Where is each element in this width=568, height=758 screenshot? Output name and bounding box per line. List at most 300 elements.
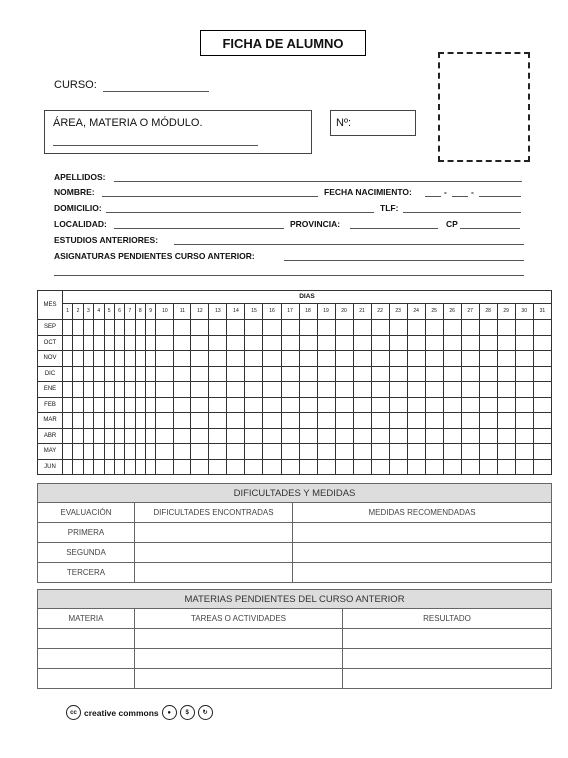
curso-field[interactable] — [103, 91, 209, 92]
attendance-cell[interactable] — [227, 320, 245, 336]
attendance-cell[interactable] — [73, 413, 83, 429]
attendance-cell[interactable] — [443, 351, 461, 367]
input-cell[interactable] — [38, 649, 135, 669]
attendance-cell[interactable] — [389, 351, 407, 367]
attendance-cell[interactable] — [407, 397, 425, 413]
attendance-cell[interactable] — [63, 366, 73, 382]
attendance-cell[interactable] — [156, 366, 174, 382]
attendance-cell[interactable] — [299, 413, 317, 429]
area-field[interactable] — [53, 145, 258, 146]
attendance-cell[interactable] — [191, 335, 209, 351]
attendance-cell[interactable] — [191, 320, 209, 336]
attendance-cell[interactable] — [515, 335, 533, 351]
attendance-cell[interactable] — [146, 351, 156, 367]
attendance-cell[interactable] — [497, 351, 515, 367]
attendance-cell[interactable] — [146, 366, 156, 382]
attendance-cell[interactable] — [515, 351, 533, 367]
attendance-cell[interactable] — [371, 351, 389, 367]
attendance-cell[interactable] — [263, 335, 281, 351]
attendance-cell[interactable] — [497, 397, 515, 413]
attendance-cell[interactable] — [135, 335, 145, 351]
input-cell[interactable] — [38, 669, 135, 689]
attendance-cell[interactable] — [191, 351, 209, 367]
attendance-cell[interactable] — [479, 351, 497, 367]
attendance-cell[interactable] — [146, 413, 156, 429]
attendance-cell[interactable] — [317, 335, 335, 351]
attendance-cell[interactable] — [73, 335, 83, 351]
attendance-cell[interactable] — [389, 335, 407, 351]
attendance-cell[interactable] — [146, 459, 156, 475]
attendance-cell[interactable] — [263, 413, 281, 429]
attendance-cell[interactable] — [174, 444, 191, 460]
attendance-cell[interactable] — [73, 382, 83, 398]
attendance-cell[interactable] — [479, 413, 497, 429]
attendance-cell[interactable] — [156, 382, 174, 398]
attendance-cell[interactable] — [83, 459, 93, 475]
attendance-cell[interactable] — [353, 320, 371, 336]
attendance-cell[interactable] — [317, 351, 335, 367]
attendance-cell[interactable] — [63, 459, 73, 475]
attendance-cell[interactable] — [146, 335, 156, 351]
attendance-cell[interactable] — [281, 351, 299, 367]
fecha-day-field[interactable] — [425, 196, 441, 197]
attendance-cell[interactable] — [443, 397, 461, 413]
attendance-cell[interactable] — [63, 397, 73, 413]
domicilio-field[interactable] — [106, 212, 374, 213]
attendance-cell[interactable] — [335, 351, 353, 367]
input-cell[interactable] — [293, 563, 552, 583]
attendance-cell[interactable] — [227, 413, 245, 429]
attendance-cell[interactable] — [389, 382, 407, 398]
input-cell[interactable] — [135, 543, 293, 563]
attendance-cell[interactable] — [263, 428, 281, 444]
attendance-cell[interactable] — [497, 320, 515, 336]
attendance-cell[interactable] — [174, 428, 191, 444]
attendance-cell[interactable] — [245, 413, 263, 429]
attendance-cell[interactable] — [114, 366, 124, 382]
attendance-cell[interactable] — [245, 351, 263, 367]
attendance-cell[interactable] — [245, 320, 263, 336]
attendance-cell[interactable] — [497, 335, 515, 351]
attendance-cell[interactable] — [191, 428, 209, 444]
attendance-cell[interactable] — [299, 428, 317, 444]
attendance-cell[interactable] — [533, 397, 551, 413]
attendance-cell[interactable] — [353, 335, 371, 351]
attendance-cell[interactable] — [317, 366, 335, 382]
input-cell[interactable] — [38, 629, 135, 649]
attendance-cell[interactable] — [533, 366, 551, 382]
attendance-cell[interactable] — [443, 320, 461, 336]
attendance-cell[interactable] — [146, 397, 156, 413]
attendance-cell[interactable] — [443, 444, 461, 460]
attendance-cell[interactable] — [389, 413, 407, 429]
attendance-cell[interactable] — [135, 351, 145, 367]
attendance-cell[interactable] — [125, 428, 135, 444]
attendance-cell[interactable] — [135, 397, 145, 413]
attendance-cell[interactable] — [515, 428, 533, 444]
attendance-cell[interactable] — [191, 397, 209, 413]
attendance-cell[interactable] — [515, 320, 533, 336]
asignaturas-field-2[interactable] — [54, 275, 524, 276]
attendance-cell[interactable] — [533, 320, 551, 336]
attendance-cell[interactable] — [443, 335, 461, 351]
numero-box[interactable] — [330, 110, 416, 136]
attendance-cell[interactable] — [209, 413, 227, 429]
attendance-cell[interactable] — [73, 366, 83, 382]
attendance-cell[interactable] — [461, 320, 479, 336]
attendance-cell[interactable] — [317, 320, 335, 336]
attendance-cell[interactable] — [281, 320, 299, 336]
attendance-cell[interactable] — [94, 382, 104, 398]
attendance-cell[interactable] — [479, 320, 497, 336]
attendance-cell[interactable] — [425, 366, 443, 382]
attendance-cell[interactable] — [227, 444, 245, 460]
attendance-cell[interactable] — [407, 335, 425, 351]
attendance-cell[interactable] — [335, 413, 353, 429]
attendance-cell[interactable] — [114, 351, 124, 367]
attendance-cell[interactable] — [227, 397, 245, 413]
attendance-cell[interactable] — [263, 351, 281, 367]
attendance-cell[interactable] — [174, 459, 191, 475]
attendance-cell[interactable] — [94, 413, 104, 429]
fecha-year-field[interactable] — [479, 196, 521, 197]
attendance-cell[interactable] — [497, 444, 515, 460]
attendance-cell[interactable] — [191, 382, 209, 398]
nombre-field[interactable] — [102, 196, 318, 197]
attendance-cell[interactable] — [104, 351, 114, 367]
attendance-cell[interactable] — [263, 444, 281, 460]
attendance-cell[interactable] — [174, 351, 191, 367]
attendance-cell[interactable] — [281, 413, 299, 429]
attendance-cell[interactable] — [191, 444, 209, 460]
attendance-cell[interactable] — [317, 459, 335, 475]
tlf-field[interactable] — [403, 212, 521, 213]
attendance-cell[interactable] — [353, 459, 371, 475]
attendance-cell[interactable] — [83, 351, 93, 367]
attendance-cell[interactable] — [104, 397, 114, 413]
attendance-cell[interactable] — [227, 366, 245, 382]
attendance-cell[interactable] — [104, 366, 114, 382]
attendance-cell[interactable] — [299, 320, 317, 336]
attendance-cell[interactable] — [245, 335, 263, 351]
attendance-cell[interactable] — [174, 335, 191, 351]
attendance-cell[interactable] — [245, 428, 263, 444]
attendance-cell[interactable] — [335, 366, 353, 382]
attendance-cell[interactable] — [209, 428, 227, 444]
attendance-cell[interactable] — [335, 335, 353, 351]
attendance-cell[interactable] — [94, 320, 104, 336]
attendance-cell[interactable] — [209, 320, 227, 336]
attendance-cell[interactable] — [353, 413, 371, 429]
attendance-cell[interactable] — [83, 382, 93, 398]
attendance-cell[interactable] — [407, 413, 425, 429]
attendance-cell[interactable] — [83, 428, 93, 444]
attendance-cell[interactable] — [515, 397, 533, 413]
attendance-cell[interactable] — [174, 413, 191, 429]
attendance-cell[interactable] — [209, 444, 227, 460]
attendance-cell[interactable] — [156, 428, 174, 444]
attendance-cell[interactable] — [515, 459, 533, 475]
attendance-cell[interactable] — [83, 320, 93, 336]
attendance-cell[interactable] — [174, 382, 191, 398]
attendance-cell[interactable] — [461, 397, 479, 413]
input-cell[interactable] — [293, 523, 552, 543]
attendance-cell[interactable] — [146, 382, 156, 398]
attendance-cell[interactable] — [156, 444, 174, 460]
attendance-cell[interactable] — [533, 382, 551, 398]
attendance-cell[interactable] — [146, 320, 156, 336]
attendance-cell[interactable] — [425, 444, 443, 460]
attendance-cell[interactable] — [407, 459, 425, 475]
attendance-cell[interactable] — [125, 335, 135, 351]
attendance-cell[interactable] — [317, 382, 335, 398]
attendance-cell[interactable] — [94, 335, 104, 351]
attendance-cell[interactable] — [533, 351, 551, 367]
attendance-cell[interactable] — [83, 413, 93, 429]
attendance-cell[interactable] — [497, 382, 515, 398]
attendance-cell[interactable] — [209, 459, 227, 475]
attendance-cell[interactable] — [317, 397, 335, 413]
attendance-cell[interactable] — [425, 459, 443, 475]
attendance-cell[interactable] — [479, 366, 497, 382]
input-cell[interactable] — [135, 669, 343, 689]
attendance-cell[interactable] — [371, 335, 389, 351]
attendance-cell[interactable] — [407, 428, 425, 444]
attendance-cell[interactable] — [263, 397, 281, 413]
attendance-cell[interactable] — [443, 382, 461, 398]
attendance-cell[interactable] — [156, 459, 174, 475]
attendance-cell[interactable] — [317, 413, 335, 429]
attendance-cell[interactable] — [389, 428, 407, 444]
cp-field[interactable] — [460, 228, 520, 229]
attendance-cell[interactable] — [263, 459, 281, 475]
attendance-cell[interactable] — [227, 428, 245, 444]
attendance-cell[interactable] — [371, 444, 389, 460]
attendance-cell[interactable] — [209, 366, 227, 382]
attendance-cell[interactable] — [497, 459, 515, 475]
attendance-cell[interactable] — [281, 428, 299, 444]
input-cell[interactable] — [343, 669, 552, 689]
attendance-cell[interactable] — [227, 335, 245, 351]
attendance-cell[interactable] — [407, 366, 425, 382]
attendance-cell[interactable] — [515, 444, 533, 460]
attendance-cell[interactable] — [371, 459, 389, 475]
attendance-cell[interactable] — [479, 444, 497, 460]
attendance-cell[interactable] — [146, 444, 156, 460]
attendance-cell[interactable] — [94, 459, 104, 475]
attendance-cell[interactable] — [353, 351, 371, 367]
attendance-cell[interactable] — [156, 351, 174, 367]
attendance-cell[interactable] — [94, 428, 104, 444]
attendance-cell[interactable] — [63, 413, 73, 429]
attendance-cell[interactable] — [317, 428, 335, 444]
attendance-cell[interactable] — [443, 366, 461, 382]
attendance-cell[interactable] — [245, 397, 263, 413]
attendance-cell[interactable] — [104, 428, 114, 444]
attendance-cell[interactable] — [114, 335, 124, 351]
attendance-cell[interactable] — [73, 351, 83, 367]
attendance-cell[interactable] — [83, 397, 93, 413]
attendance-cell[interactable] — [114, 320, 124, 336]
attendance-cell[interactable] — [335, 459, 353, 475]
attendance-cell[interactable] — [174, 366, 191, 382]
attendance-cell[interactable] — [174, 397, 191, 413]
attendance-cell[interactable] — [443, 459, 461, 475]
attendance-cell[interactable] — [263, 320, 281, 336]
attendance-cell[interactable] — [389, 366, 407, 382]
attendance-cell[interactable] — [425, 382, 443, 398]
attendance-cell[interactable] — [461, 428, 479, 444]
attendance-cell[interactable] — [125, 413, 135, 429]
attendance-cell[interactable] — [371, 397, 389, 413]
attendance-cell[interactable] — [533, 459, 551, 475]
attendance-cell[interactable] — [281, 366, 299, 382]
attendance-cell[interactable] — [425, 320, 443, 336]
input-cell[interactable] — [135, 629, 343, 649]
attendance-cell[interactable] — [497, 413, 515, 429]
attendance-cell[interactable] — [135, 444, 145, 460]
attendance-cell[interactable] — [73, 428, 83, 444]
attendance-cell[interactable] — [73, 444, 83, 460]
attendance-cell[interactable] — [425, 335, 443, 351]
attendance-cell[interactable] — [461, 382, 479, 398]
provincia-field[interactable] — [350, 228, 438, 229]
attendance-cell[interactable] — [299, 397, 317, 413]
attendance-cell[interactable] — [281, 382, 299, 398]
attendance-cell[interactable] — [227, 382, 245, 398]
attendance-cell[interactable] — [281, 444, 299, 460]
attendance-cell[interactable] — [281, 397, 299, 413]
attendance-cell[interactable] — [209, 382, 227, 398]
attendance-cell[interactable] — [63, 444, 73, 460]
attendance-cell[interactable] — [94, 351, 104, 367]
photo-placeholder[interactable] — [438, 52, 530, 162]
attendance-cell[interactable] — [407, 444, 425, 460]
attendance-cell[interactable] — [227, 459, 245, 475]
attendance-cell[interactable] — [191, 459, 209, 475]
input-cell[interactable] — [343, 629, 552, 649]
attendance-cell[interactable] — [104, 335, 114, 351]
input-cell[interactable] — [293, 543, 552, 563]
attendance-cell[interactable] — [104, 444, 114, 460]
input-cell[interactable] — [135, 649, 343, 669]
attendance-cell[interactable] — [245, 382, 263, 398]
attendance-cell[interactable] — [245, 444, 263, 460]
attendance-cell[interactable] — [94, 366, 104, 382]
attendance-cell[interactable] — [125, 444, 135, 460]
attendance-cell[interactable] — [353, 382, 371, 398]
attendance-cell[interactable] — [245, 459, 263, 475]
attendance-cell[interactable] — [479, 459, 497, 475]
attendance-cell[interactable] — [299, 335, 317, 351]
attendance-cell[interactable] — [353, 428, 371, 444]
attendance-cell[interactable] — [479, 397, 497, 413]
apellidos-field[interactable] — [114, 181, 522, 182]
attendance-cell[interactable] — [281, 335, 299, 351]
attendance-cell[interactable] — [389, 320, 407, 336]
attendance-cell[interactable] — [125, 320, 135, 336]
attendance-cell[interactable] — [156, 335, 174, 351]
attendance-cell[interactable] — [156, 413, 174, 429]
attendance-cell[interactable] — [335, 444, 353, 460]
attendance-cell[interactable] — [299, 444, 317, 460]
attendance-cell[interactable] — [104, 459, 114, 475]
input-cell[interactable] — [135, 523, 293, 543]
attendance-cell[interactable] — [83, 366, 93, 382]
attendance-cell[interactable] — [371, 413, 389, 429]
attendance-cell[interactable] — [63, 320, 73, 336]
attendance-cell[interactable] — [425, 351, 443, 367]
attendance-cell[interactable] — [461, 351, 479, 367]
localidad-field[interactable] — [114, 228, 284, 229]
attendance-cell[interactable] — [104, 382, 114, 398]
attendance-cell[interactable] — [135, 320, 145, 336]
attendance-cell[interactable] — [371, 428, 389, 444]
attendance-cell[interactable] — [461, 413, 479, 429]
attendance-cell[interactable] — [299, 459, 317, 475]
input-cell[interactable] — [135, 563, 293, 583]
attendance-cell[interactable] — [63, 335, 73, 351]
fecha-month-field[interactable] — [452, 196, 468, 197]
attendance-cell[interactable] — [515, 366, 533, 382]
attendance-cell[interactable] — [299, 351, 317, 367]
attendance-cell[interactable] — [125, 459, 135, 475]
attendance-cell[interactable] — [191, 366, 209, 382]
attendance-cell[interactable] — [389, 397, 407, 413]
attendance-cell[interactable] — [335, 428, 353, 444]
attendance-cell[interactable] — [114, 444, 124, 460]
attendance-cell[interactable] — [335, 382, 353, 398]
attendance-cell[interactable] — [497, 428, 515, 444]
attendance-cell[interactable] — [73, 459, 83, 475]
attendance-cell[interactable] — [135, 382, 145, 398]
attendance-cell[interactable] — [174, 320, 191, 336]
attendance-cell[interactable] — [425, 397, 443, 413]
attendance-cell[interactable] — [443, 428, 461, 444]
attendance-cell[interactable] — [353, 366, 371, 382]
attendance-cell[interactable] — [317, 444, 335, 460]
attendance-cell[interactable] — [114, 397, 124, 413]
attendance-cell[interactable] — [533, 444, 551, 460]
attendance-cell[interactable] — [135, 413, 145, 429]
attendance-cell[interactable] — [73, 397, 83, 413]
attendance-cell[interactable] — [156, 397, 174, 413]
attendance-cell[interactable] — [479, 335, 497, 351]
attendance-cell[interactable] — [533, 413, 551, 429]
attendance-cell[interactable] — [114, 459, 124, 475]
attendance-cell[interactable] — [389, 444, 407, 460]
attendance-cell[interactable] — [425, 413, 443, 429]
attendance-cell[interactable] — [245, 366, 263, 382]
attendance-cell[interactable] — [83, 444, 93, 460]
attendance-cell[interactable] — [335, 320, 353, 336]
attendance-cell[interactable] — [407, 351, 425, 367]
attendance-cell[interactable] — [389, 459, 407, 475]
attendance-cell[interactable] — [63, 351, 73, 367]
attendance-cell[interactable] — [104, 413, 114, 429]
attendance-cell[interactable] — [461, 335, 479, 351]
attendance-cell[interactable] — [407, 382, 425, 398]
asignaturas-field[interactable] — [284, 260, 524, 261]
attendance-cell[interactable] — [479, 382, 497, 398]
attendance-cell[interactable] — [353, 444, 371, 460]
attendance-cell[interactable] — [263, 366, 281, 382]
attendance-cell[interactable] — [94, 397, 104, 413]
estudios-field[interactable] — [174, 244, 524, 245]
attendance-cell[interactable] — [191, 413, 209, 429]
attendance-cell[interactable] — [371, 320, 389, 336]
attendance-cell[interactable] — [461, 366, 479, 382]
